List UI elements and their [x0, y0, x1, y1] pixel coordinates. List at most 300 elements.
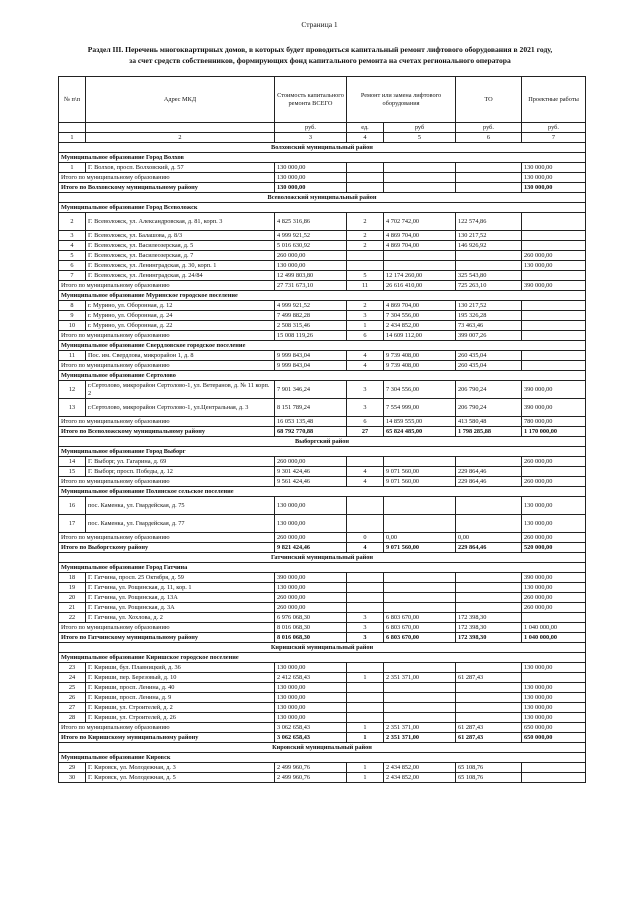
table-row	[59, 261, 586, 271]
maintenance-cost: 146 926,92	[456, 241, 522, 251]
total-cost: 15 008 119,26	[275, 331, 347, 341]
total-cost: 130 000,00	[275, 163, 347, 173]
district-total-row	[59, 733, 586, 743]
design-works-cost	[522, 467, 586, 477]
section-title	[60, 44, 580, 66]
municipality-name: Муниципальное образование Киришское городское поселение	[59, 653, 586, 663]
row-number: 20	[59, 593, 86, 603]
total-cost: 8 016 068,30	[275, 633, 347, 643]
repair-cost: 26 616 410,00	[384, 281, 456, 291]
repair-cost	[384, 573, 456, 583]
design-works-cost: 260 000,00	[522, 457, 586, 467]
row-number: 16	[59, 497, 86, 515]
section-title-line-1: Раздел III. Перечень многоквартирных домов, в которых будет проводиться капитальный ремонт лифтового оборудования в 2021 году,	[87, 45, 553, 54]
maintenance-cost	[456, 515, 522, 533]
elevator-units: 4	[347, 467, 384, 477]
page-number: Страница 1	[301, 20, 338, 29]
row-number: 29	[59, 763, 86, 773]
design-works-cost: 130 000,00	[522, 163, 586, 173]
table-row	[59, 457, 586, 467]
maintenance-cost: 229 864,46	[456, 543, 522, 553]
table-header-row	[59, 77, 586, 123]
municipality-name: Муниципальное образование Город Выборг	[59, 447, 586, 457]
repair-cost: 14 859 555,00	[384, 417, 456, 427]
total-label: Итого по муниципальному образованию	[59, 331, 275, 341]
maintenance-cost	[456, 583, 522, 593]
total-cost: 9 999 843,04	[275, 351, 347, 361]
row-number: 30	[59, 773, 86, 783]
address: Г. Кириши, пер. Березовый, д. 10	[86, 673, 275, 683]
district-header-row	[59, 553, 586, 563]
total-cost: 7 901 346,24	[275, 381, 347, 399]
row-number: 19	[59, 583, 86, 593]
table-row	[59, 467, 586, 477]
maintenance-cost: 61 287,43	[456, 723, 522, 733]
design-works-cost	[522, 301, 586, 311]
column-number: 3	[275, 133, 347, 143]
district-header-row	[59, 437, 586, 447]
total-cost: 2 499 960,76	[275, 773, 347, 783]
repair-cost: 6 803 670,00	[384, 613, 456, 623]
repair-cost	[384, 713, 456, 723]
elevator-units: 4	[347, 361, 384, 371]
total-cost: 9 999 843,04	[275, 361, 347, 371]
repair-cost: 4 702 742,00	[384, 213, 456, 231]
design-works-cost: 130 000,00	[522, 713, 586, 723]
maintenance-cost: 260 435,04	[456, 361, 522, 371]
maintenance-cost: 0,00	[456, 533, 522, 543]
table-row	[59, 351, 586, 361]
repair-cost	[384, 251, 456, 261]
repair-cost: 2 434 852,00	[384, 321, 456, 331]
repair-cost: 9 739 408,00	[384, 361, 456, 371]
design-works-cost: 390 000,00	[522, 399, 586, 417]
table-row	[59, 663, 586, 673]
design-works-cost: 1 040 000,00	[522, 623, 586, 633]
maintenance-cost	[456, 251, 522, 261]
address: Г. Гатчина, ул. Рощинская, д. 11, кор. 1	[86, 583, 275, 593]
address: Г. Выборг, ул. Гагарина, д. 69	[86, 457, 275, 467]
design-works-cost	[522, 321, 586, 331]
design-works-cost: 130 000,00	[522, 583, 586, 593]
column-number: 7	[522, 133, 586, 143]
municipality-header-row	[59, 291, 586, 301]
table-row	[59, 271, 586, 281]
design-works-cost: 260 000,00	[522, 477, 586, 487]
elevator-units	[347, 693, 384, 703]
row-number: 11	[59, 351, 86, 361]
total-cost: 130 000,00	[275, 663, 347, 673]
design-works-cost: 1 170 000,00	[522, 427, 586, 437]
municipality-name: Муниципальное образование Город Всеволожск	[59, 203, 586, 213]
elevator-units: 1	[347, 763, 384, 773]
total-label: Итого по Киришскому муниципальному району	[59, 733, 275, 743]
total-cost: 130 000,00	[275, 515, 347, 533]
total-cost: 8 016 068,30	[275, 623, 347, 633]
row-number: 28	[59, 713, 86, 723]
table-row	[59, 673, 586, 683]
row-number: 9	[59, 311, 86, 321]
maintenance-cost: 229 864,46	[456, 477, 522, 487]
design-works-cost: 260 000,00	[522, 603, 586, 613]
total-label: Итого по Выборгскому району	[59, 543, 275, 553]
design-works-cost	[522, 763, 586, 773]
table-row	[59, 763, 586, 773]
elevator-units	[347, 583, 384, 593]
repair-cost	[384, 261, 456, 271]
elevator-units: 3	[347, 381, 384, 399]
district-total-row	[59, 183, 586, 193]
design-works-cost: 130 000,00	[522, 703, 586, 713]
design-works-cost	[522, 241, 586, 251]
address: Г. Кировск, ул. Молодежная, д. 5	[86, 773, 275, 783]
row-number: 1	[59, 163, 86, 173]
elevator-units	[347, 163, 384, 173]
maintenance-cost	[456, 173, 522, 183]
maintenance-cost: 130 217,52	[456, 231, 522, 241]
total-cost: 260 000,00	[275, 593, 347, 603]
elevator-units: 3	[347, 623, 384, 633]
table-row	[59, 497, 586, 515]
row-number: 10	[59, 321, 86, 331]
elevator-units	[347, 183, 384, 193]
design-works-cost	[522, 613, 586, 623]
municipality-header-row	[59, 563, 586, 573]
address: Г. Всеволожск, ул. Василеозерская, д. 7	[86, 251, 275, 261]
elevator-units: 2	[347, 301, 384, 311]
maintenance-cost: 399 007,26	[456, 331, 522, 341]
design-works-cost: 130 000,00	[522, 663, 586, 673]
repair-cost: 4 869 704,00	[384, 301, 456, 311]
design-works-cost: 650 000,00	[522, 723, 586, 733]
row-number: 8	[59, 301, 86, 311]
address: Г. Гатчина, ул. Хохлова, д. 2	[86, 613, 275, 623]
total-cost: 130 000,00	[275, 713, 347, 723]
maintenance-cost	[456, 593, 522, 603]
address: г. Мурино, ул. Оборонная, д. 22	[86, 321, 275, 331]
row-number: 18	[59, 573, 86, 583]
municipality-header-row	[59, 371, 586, 381]
municipality-subtotal-row	[59, 623, 586, 633]
unit-cell: ед.	[347, 123, 384, 133]
row-number: 3	[59, 231, 86, 241]
total-label: Итого по муниципальному образованию	[59, 533, 275, 543]
repair-cost: 9 071 560,00	[384, 543, 456, 553]
table-row	[59, 693, 586, 703]
maintenance-cost	[456, 663, 522, 673]
maintenance-cost	[456, 183, 522, 193]
repair-cost: 9 071 560,00	[384, 467, 456, 477]
maintenance-cost	[456, 683, 522, 693]
row-number: 17	[59, 515, 86, 533]
elevator-units: 5	[347, 271, 384, 281]
table-row	[59, 613, 586, 623]
maintenance-cost	[456, 457, 522, 467]
table-row	[59, 515, 586, 533]
total-cost: 8 151 789,24	[275, 399, 347, 417]
maintenance-cost: 206 790,24	[456, 399, 522, 417]
total-cost: 4 999 921,52	[275, 231, 347, 241]
maintenance-cost	[456, 603, 522, 613]
elevator-units: 1	[347, 773, 384, 783]
elevator-units: 1	[347, 723, 384, 733]
elevator-units	[347, 515, 384, 533]
design-works-cost: 390 000,00	[522, 381, 586, 399]
column-number: 4	[347, 133, 384, 143]
header-design-works: Проектные работы	[522, 77, 586, 123]
address: Г. Всеволожск, ул. Ленинградская, д. 24/84	[86, 271, 275, 281]
elevator-units: 2	[347, 241, 384, 251]
municipality-name: Муниципальное образование Муринское городское поселение	[59, 291, 586, 301]
total-cost: 4 825 316,86	[275, 213, 347, 231]
total-cost: 3 062 658,43	[275, 733, 347, 743]
district-name: Кировский муниципальный район	[59, 743, 586, 753]
address: Г. Кириши, ул. Строителей, д. 26	[86, 713, 275, 723]
total-cost: 260 000,00	[275, 603, 347, 613]
district-total-row	[59, 543, 586, 553]
repair-cost	[384, 183, 456, 193]
municipality-subtotal-row	[59, 331, 586, 341]
total-cost: 130 000,00	[275, 693, 347, 703]
address: г. Мурино, ул. Оборонная, д. 24	[86, 311, 275, 321]
table-row	[59, 573, 586, 583]
design-works-cost	[522, 213, 586, 231]
design-works-cost: 520 000,00	[522, 543, 586, 553]
address: пос. Каменка, ул. Гвардейская, д. 75	[86, 497, 275, 515]
total-cost: 390 000,00	[275, 573, 347, 583]
address: пос. Каменка, ул. Гвардейская, д. 77	[86, 515, 275, 533]
unit-cell: руб.	[522, 123, 586, 133]
elevator-units	[347, 663, 384, 673]
repair-cost	[384, 693, 456, 703]
municipality-header-row	[59, 487, 586, 497]
maintenance-cost: 260 435,04	[456, 351, 522, 361]
repair-cost	[384, 173, 456, 183]
total-cost: 130 000,00	[275, 583, 347, 593]
maintenance-cost: 122 574,86	[456, 213, 522, 231]
total-cost: 4 999 921,52	[275, 301, 347, 311]
design-works-cost	[522, 773, 586, 783]
design-works-cost: 260 000,00	[522, 593, 586, 603]
municipality-name: Муниципальное образование Кировск	[59, 753, 586, 763]
row-number: 23	[59, 663, 86, 673]
address: г.Сертолово, микрорайон Сертолово-1, ул. Ветеранов, д. № 11 корп. 2	[86, 381, 275, 399]
district-name: Волховский муниципальный район	[59, 143, 586, 153]
design-works-cost	[522, 331, 586, 341]
address: Г. Кириши, бул. Плавницкий, д. 36	[86, 663, 275, 673]
district-header-row	[59, 193, 586, 203]
row-number: 26	[59, 693, 86, 703]
maintenance-cost	[456, 497, 522, 515]
row-number: 6	[59, 261, 86, 271]
elevator-units	[347, 593, 384, 603]
elevator-units	[347, 251, 384, 261]
header-address: Адрес МКД	[86, 77, 275, 123]
table-row	[59, 301, 586, 311]
row-number: 5	[59, 251, 86, 261]
row-number: 21	[59, 603, 86, 613]
total-cost: 260 000,00	[275, 533, 347, 543]
address: Г. Кировск, ул. Молодежная, д. 3	[86, 763, 275, 773]
total-cost: 3 062 658,43	[275, 723, 347, 733]
maintenance-cost	[456, 261, 522, 271]
total-cost: 260 000,00	[275, 457, 347, 467]
column-number: 5	[384, 133, 456, 143]
maintenance-cost: 130 217,52	[456, 301, 522, 311]
elevator-units: 1	[347, 733, 384, 743]
repair-cost: 2 351 371,00	[384, 723, 456, 733]
table-row	[59, 593, 586, 603]
municipality-subtotal-row	[59, 477, 586, 487]
total-label: Итого по муниципальному образованию	[59, 281, 275, 291]
design-works-cost: 260 000,00	[522, 533, 586, 543]
repair-cost	[384, 663, 456, 673]
municipality-header-row	[59, 341, 586, 351]
elevator-units: 4	[347, 351, 384, 361]
municipality-subtotal-row	[59, 533, 586, 543]
municipality-header-row	[59, 753, 586, 763]
elevator-units: 4	[347, 477, 384, 487]
elevator-units	[347, 261, 384, 271]
design-works-cost: 390 000,00	[522, 281, 586, 291]
total-cost: 5 016 630,92	[275, 241, 347, 251]
repair-cost: 7 554 999,00	[384, 399, 456, 417]
elevator-units: 11	[347, 281, 384, 291]
repair-cost	[384, 603, 456, 613]
maintenance-cost: 206 790,24	[456, 381, 522, 399]
header-repair: Ремонт или замена лифтового оборудования	[347, 77, 456, 123]
unit-cell	[59, 123, 86, 133]
elevator-units: 4	[347, 543, 384, 553]
elevator-units	[347, 173, 384, 183]
unit-cell: руб	[384, 123, 456, 133]
elevator-units: 1	[347, 321, 384, 331]
design-works-cost: 130 000,00	[522, 683, 586, 693]
repair-cost: 6 803 670,00	[384, 623, 456, 633]
total-cost: 9 821 424,46	[275, 543, 347, 553]
address: г. Мурино, ул. Оборонная, д. 12	[86, 301, 275, 311]
municipality-subtotal-row	[59, 173, 586, 183]
address: Г. Гатчина, ул. Рощинская, д. 3А	[86, 603, 275, 613]
total-label: Итого по Всеволожскому муниципальному району	[59, 427, 275, 437]
elevator-units: 2	[347, 213, 384, 231]
row-number: 27	[59, 703, 86, 713]
maintenance-cost	[456, 573, 522, 583]
maintenance-cost: 61 287,43	[456, 733, 522, 743]
elevator-units: 27	[347, 427, 384, 437]
address: Г. Всеволожск, ул. Балашова, д. 8/3	[86, 231, 275, 241]
maintenance-cost	[456, 713, 522, 723]
municipality-name: Муниципальное образование Город Волхов	[59, 153, 586, 163]
design-works-cost: 260 000,00	[522, 251, 586, 261]
maintenance-cost: 73 463,46	[456, 321, 522, 331]
repair-cost	[384, 683, 456, 693]
row-number: 25	[59, 683, 86, 693]
elevator-units	[347, 573, 384, 583]
maintenance-cost: 65 108,76	[456, 763, 522, 773]
total-cost: 16 053 135,48	[275, 417, 347, 427]
design-works-cost: 650 000,00	[522, 733, 586, 743]
district-total-row	[59, 633, 586, 643]
repair-cost: 2 434 852,00	[384, 763, 456, 773]
repair-cost: 9 739 408,00	[384, 351, 456, 361]
repair-cost	[384, 515, 456, 533]
unit-cell	[86, 123, 275, 133]
district-name: Киришский муниципальный район	[59, 643, 586, 653]
total-cost: 7 499 882,28	[275, 311, 347, 321]
column-numbers-row	[59, 133, 586, 143]
column-number: 2	[86, 133, 275, 143]
maintenance-cost: 413 580,48	[456, 417, 522, 427]
address: Г. Всеволожск, ул. Василеозерская, д. 5	[86, 241, 275, 251]
maintenance-cost: 725 263,10	[456, 281, 522, 291]
design-works-cost: 130 000,00	[522, 693, 586, 703]
elevator-units: 3	[347, 613, 384, 623]
municipality-subtotal-row	[59, 723, 586, 733]
total-label: Итого по муниципальному образованию	[59, 477, 275, 487]
district-header-row	[59, 143, 586, 153]
design-works-cost	[522, 311, 586, 321]
total-label: Итого по муниципальному образованию	[59, 723, 275, 733]
repair-cost: 65 824 485,00	[384, 427, 456, 437]
repair-cost: 4 869 704,00	[384, 231, 456, 241]
repair-cost: 7 304 556,00	[384, 311, 456, 321]
elevator-repair-table	[58, 76, 586, 783]
table-row	[59, 381, 586, 399]
elevator-units: 3	[347, 633, 384, 643]
maintenance-cost: 195 326,28	[456, 311, 522, 321]
elevator-units: 3	[347, 311, 384, 321]
row-number: 14	[59, 457, 86, 467]
repair-cost: 14 609 112,00	[384, 331, 456, 341]
repair-cost: 9 071 560,00	[384, 477, 456, 487]
elevator-units: 6	[347, 331, 384, 341]
column-number: 1	[59, 133, 86, 143]
repair-cost	[384, 593, 456, 603]
address: Г. Гатчина, просп. 25 Октября, д. 59	[86, 573, 275, 583]
district-header-row	[59, 643, 586, 653]
address: Г. Всеволожск, ул. Александровская, д. 81, корп. 3	[86, 213, 275, 231]
elevator-units	[347, 457, 384, 467]
table-row	[59, 231, 586, 241]
repair-cost	[384, 497, 456, 515]
header-maintenance: ТО	[456, 77, 522, 123]
table-row	[59, 683, 586, 693]
total-cost: 68 792 770,88	[275, 427, 347, 437]
repair-cost: 2 351 371,00	[384, 733, 456, 743]
design-works-cost: 390 000,00	[522, 573, 586, 583]
design-works-cost	[522, 231, 586, 241]
address: Г. Кириши, ул. Строителей, д. 2	[86, 703, 275, 713]
row-number: 22	[59, 613, 86, 623]
total-cost: 130 000,00	[275, 683, 347, 693]
table-row	[59, 603, 586, 613]
design-works-cost	[522, 351, 586, 361]
maintenance-cost: 172 398,30	[456, 633, 522, 643]
row-number: 13	[59, 399, 86, 417]
municipality-subtotal-row	[59, 361, 586, 371]
maintenance-cost: 172 398,30	[456, 613, 522, 623]
row-number: 4	[59, 241, 86, 251]
municipality-header-row	[59, 153, 586, 163]
total-cost: 9 561 424,46	[275, 477, 347, 487]
total-cost: 260 000,00	[275, 251, 347, 261]
table-row	[59, 713, 586, 723]
table-row	[59, 311, 586, 321]
maintenance-cost	[456, 693, 522, 703]
repair-cost: 2 434 852,00	[384, 773, 456, 783]
municipality-header-row	[59, 653, 586, 663]
